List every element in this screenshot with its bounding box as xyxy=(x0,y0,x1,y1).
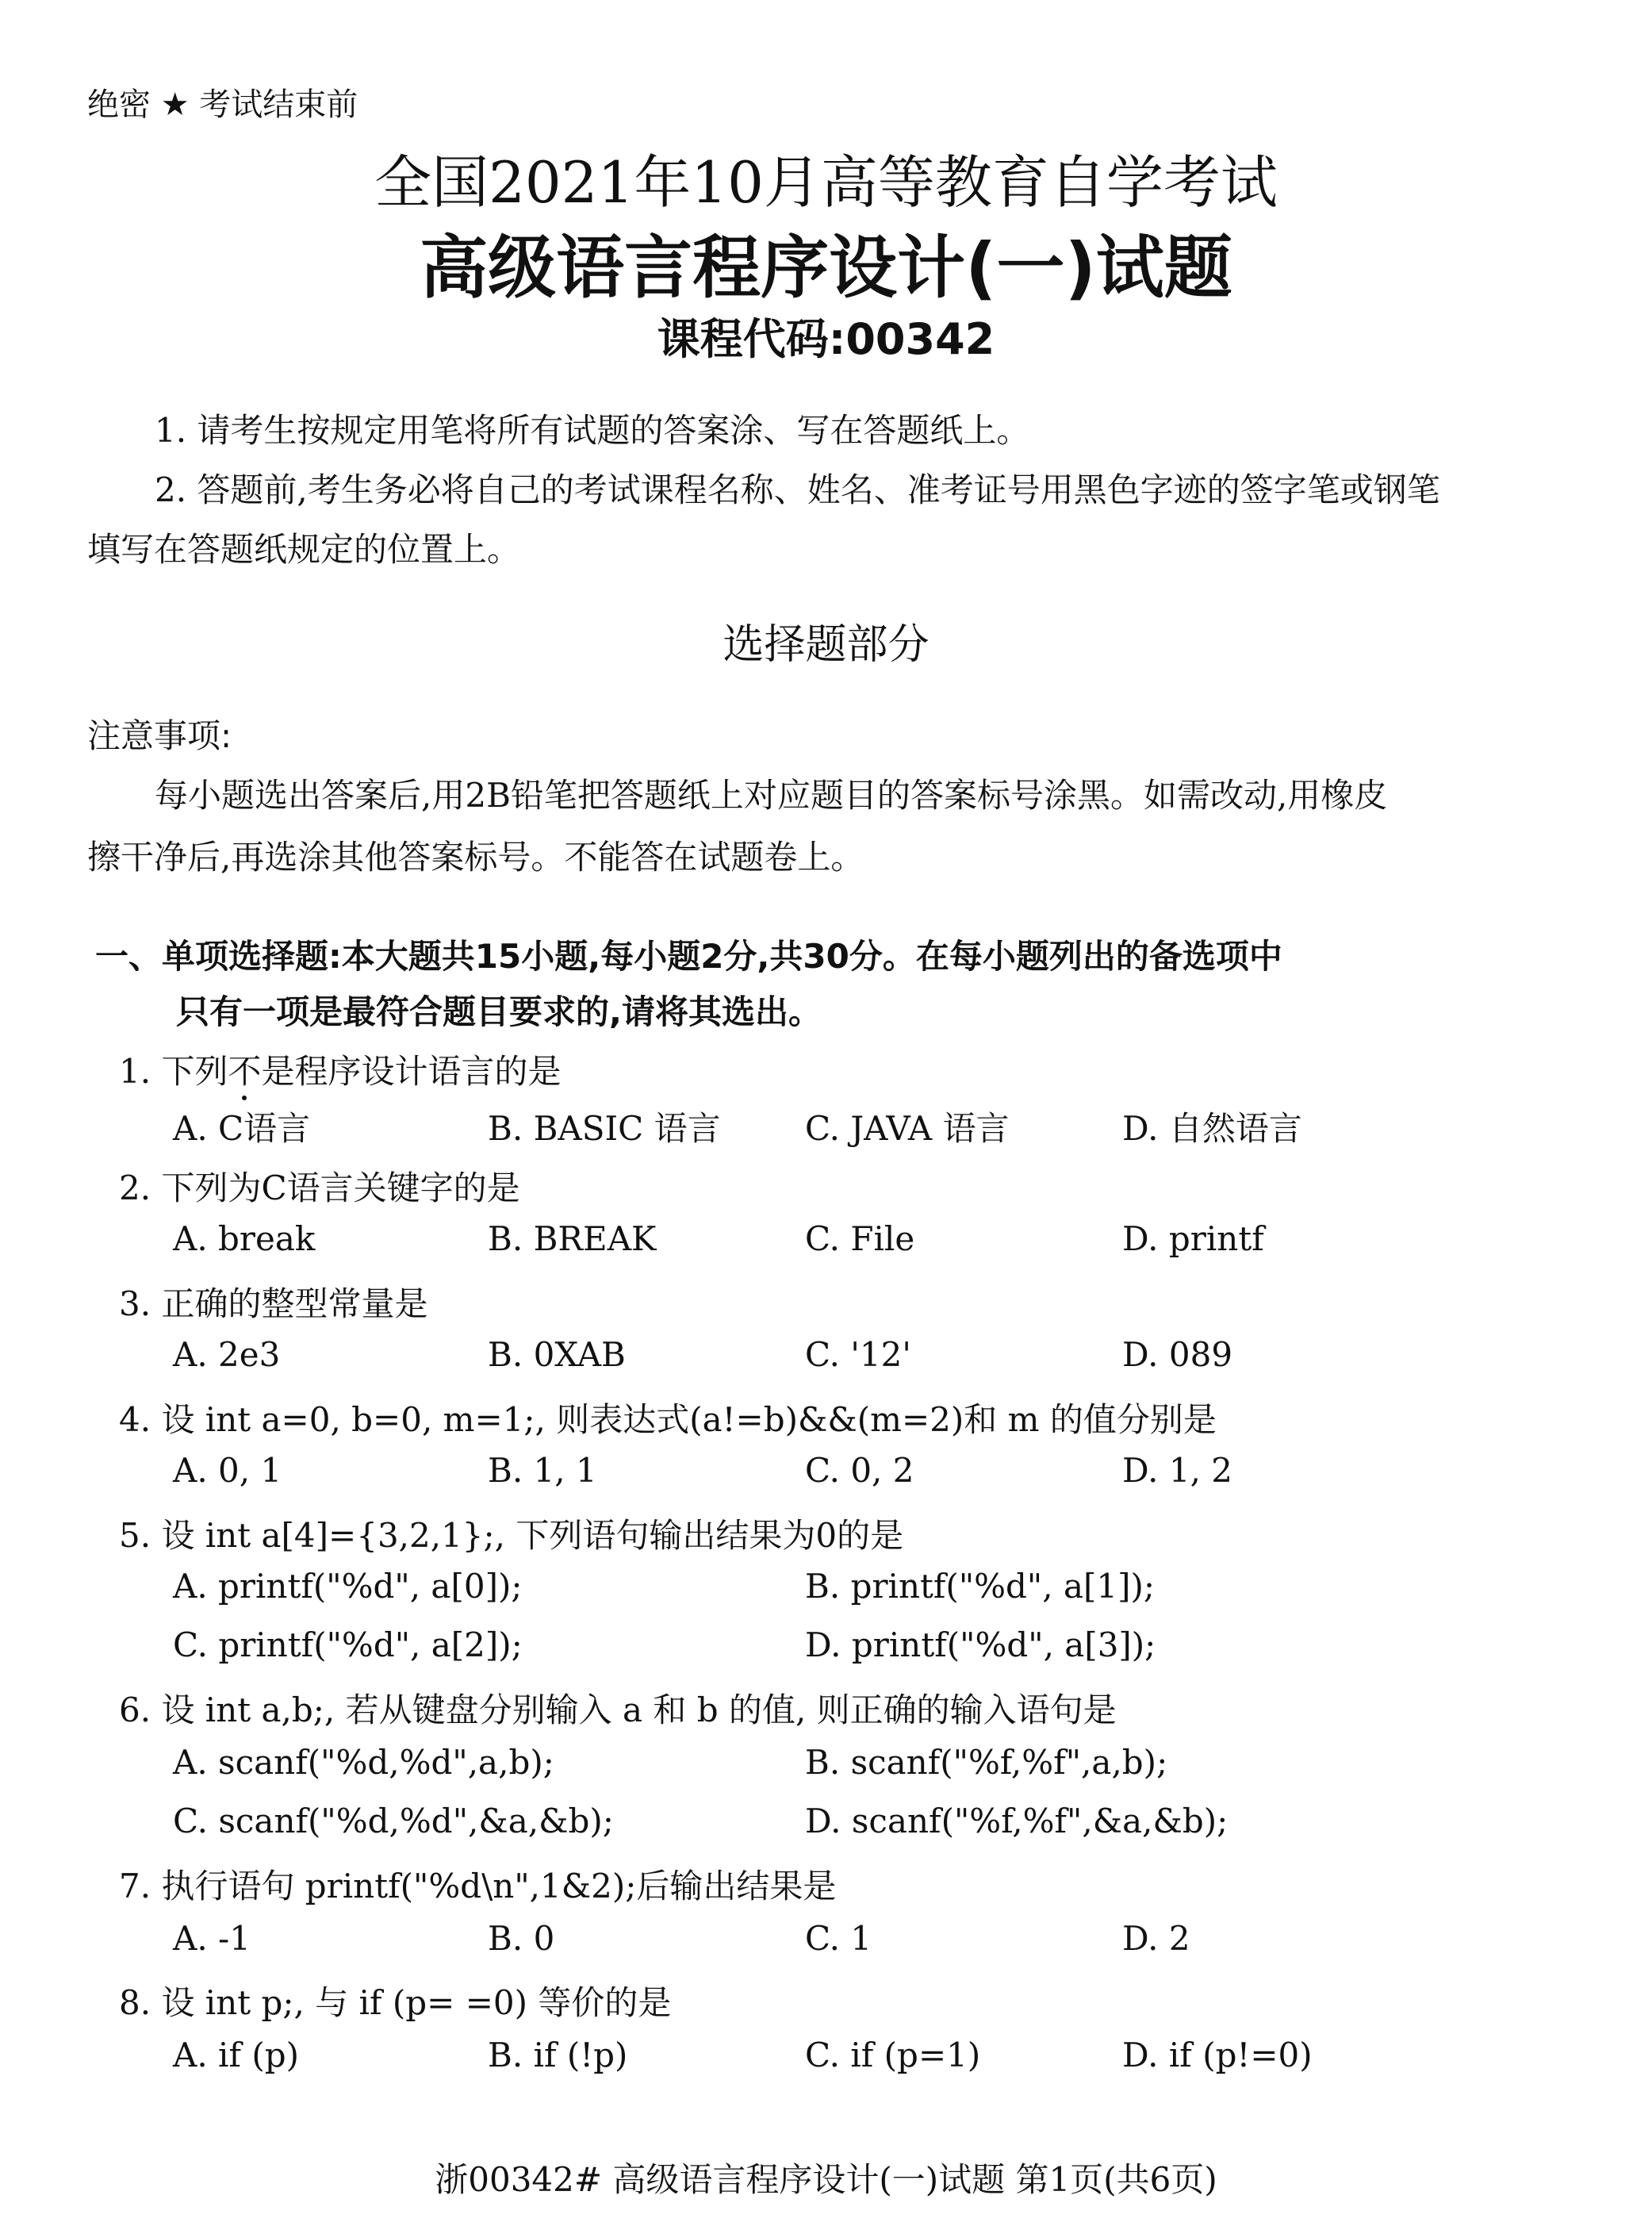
option-7b: B. 0 xyxy=(488,1919,555,1958)
option-6b: B. scanf("%f,%f",a,b); xyxy=(805,1743,1168,1782)
option-7c: C. 1 xyxy=(805,1919,872,1958)
question-2 xyxy=(119,1162,520,1210)
question-stem: 设 int a=0, b=0, m=1;, 则表达式(a!=b)&&(m=2)和 m 的值分别是 xyxy=(161,1400,1217,1439)
question-8 xyxy=(119,1977,671,2024)
option-8c: C. if (p=1) xyxy=(805,2036,981,2074)
option-5b: B. printf("%d", a[1]); xyxy=(805,1567,1156,1606)
subject-title: 高级语言程序设计(一)试题 xyxy=(420,228,1232,308)
option-4b: B. 1, 1 xyxy=(488,1451,597,1490)
question-3 xyxy=(119,1278,427,1326)
notes-line-2: 擦干净后,再选涂其他答案标号。不能答在试题卷上。 xyxy=(87,838,864,877)
option-5d: D. printf("%d", a[3]); xyxy=(805,1625,1156,1664)
option-1b: B. BASIC 语言 xyxy=(488,1109,721,1148)
option-8d: D. if (p!=0) xyxy=(1122,2036,1313,2074)
option-4d: D. 1, 2 xyxy=(1122,1451,1233,1490)
page-footer: 浙00342# 高级语言程序设计(一)试题 第1页(共6页) xyxy=(435,2160,1217,2199)
option-6a: A. scanf("%d,%d",a,b); xyxy=(173,1743,554,1782)
option-1c: C. JAVA 语言 xyxy=(805,1109,1010,1148)
option-3c: C. '12' xyxy=(805,1335,911,1374)
instruction-1: 1. 请考生按规定用笔将所有试题的答案涂、写在答题纸上。 xyxy=(155,411,1030,450)
option-5a: A. printf("%d", a[0]); xyxy=(173,1567,523,1606)
instruction-2-cont: 填写在答题纸规定的位置上。 xyxy=(87,530,521,569)
option-6c: C. scanf("%d,%d",&a,&b); xyxy=(173,1802,614,1840)
part-one-line-1: 一、单项选择题:本大题共15小题,每小题2分,共30分。在每小题列出的备选项中 xyxy=(95,937,1282,976)
option-1d: D. 自然语言 xyxy=(1122,1109,1302,1148)
option-7d: D. 2 xyxy=(1122,1919,1190,1958)
question-number: 4. xyxy=(119,1400,151,1439)
option-3d: D. 089 xyxy=(1122,1335,1233,1374)
section-title: 选择题部分 xyxy=(723,621,929,669)
question-stem: 设 int p;, 与 if (p= =0) 等价的是 xyxy=(161,1983,672,2022)
course-code: 课程代码:00342 xyxy=(657,314,995,364)
option-2b: B. BREAK xyxy=(488,1219,657,1258)
question-stem: 下列为C语言关键字的是 xyxy=(161,1169,520,1207)
option-1a: A. C语言 xyxy=(173,1109,311,1148)
question-5 xyxy=(119,1510,903,1557)
option-8a: A. if (p) xyxy=(173,2036,300,2074)
question-number: 3. xyxy=(119,1284,151,1323)
option-6d: D. scanf("%f,%f",&a,&b); xyxy=(805,1802,1228,1840)
question-number: 7. xyxy=(119,1867,151,1905)
question-7 xyxy=(119,1860,836,1908)
question-stem: 设 int a,b;, 若从键盘分别输入 a 和 b 的值, 则正确的输入语句是 xyxy=(161,1690,1117,1729)
exam-title: 全国2021年10月高等教育自学考试 xyxy=(374,149,1278,216)
option-7a: A. -1 xyxy=(173,1919,251,1958)
question-stem: 下列不是程序设计语言的是 xyxy=(161,1052,562,1091)
secret-label: 绝密 ★ 考试结束前 xyxy=(87,86,358,123)
option-4c: C. 0, 2 xyxy=(805,1451,914,1490)
question-number: 5. xyxy=(119,1516,151,1555)
notes-line-1: 每小题选出答案后,用2B铅笔把答题纸上对应题目的答案标号涂黑。如需改动,用橡皮 xyxy=(155,776,1388,815)
question-6 xyxy=(119,1684,1117,1732)
option-2a: A. break xyxy=(173,1219,316,1258)
option-4a: A. 0, 1 xyxy=(173,1451,282,1490)
option-3b: B. 0XAB xyxy=(488,1335,626,1374)
part-one-line-2: 只有一项是最符合题目要求的,请将其选出。 xyxy=(176,992,822,1031)
question-1 xyxy=(119,1046,561,1093)
instruction-2: 2. 答题前,考生务必将自己的考试课程名称、姓名、准考证号用黑色字迹的签字笔或钢笔 xyxy=(155,470,1440,509)
question-number: 1. xyxy=(119,1052,151,1091)
question-4 xyxy=(119,1394,1217,1441)
option-5c: C. printf("%d", a[2]); xyxy=(173,1625,523,1664)
question-number: 6. xyxy=(119,1690,151,1729)
option-8b: B. if (!p) xyxy=(488,2036,628,2074)
question-number: 2. xyxy=(119,1169,151,1207)
question-stem: 正确的整型常量是 xyxy=(161,1284,428,1323)
option-2d: D. printf xyxy=(1122,1219,1264,1258)
question-stem: 执行语句 printf("%d\n",1&2);后输出结果是 xyxy=(161,1867,837,1905)
notes-label: 注意事项: xyxy=(87,716,232,755)
question-stem: 设 int a[4]={3,2,1};, 下列语句输出结果为0的是 xyxy=(161,1516,904,1555)
emphasis-mark: 不 xyxy=(228,1052,262,1091)
option-3a: A. 2e3 xyxy=(173,1335,281,1374)
question-number: 8. xyxy=(119,1983,151,2022)
option-2c: C. File xyxy=(805,1219,915,1258)
